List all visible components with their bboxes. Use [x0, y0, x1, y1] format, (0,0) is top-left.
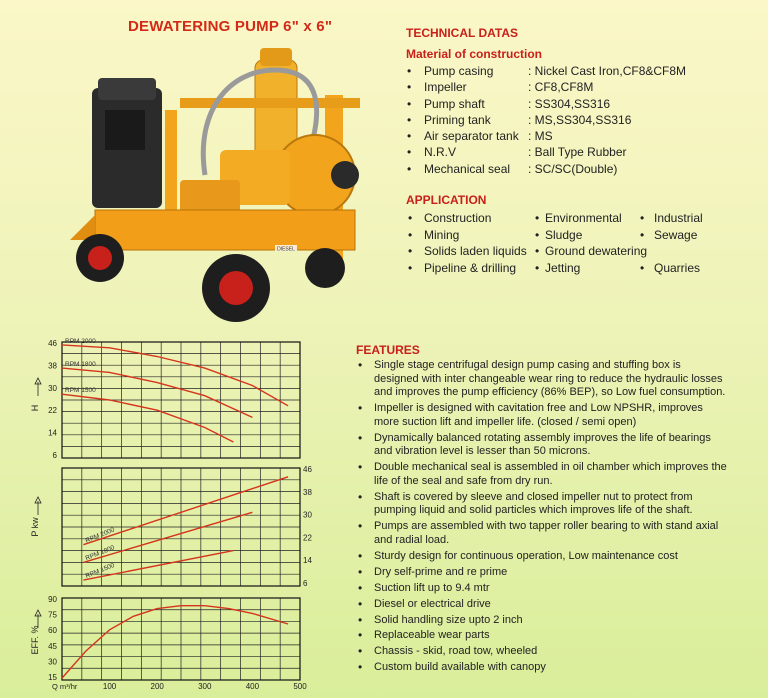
y-tick-label: 30: [48, 657, 57, 667]
application-item: Sewage: [654, 228, 698, 242]
top-rail: [180, 98, 360, 108]
features-list: [358, 359, 728, 677]
feature-item: • Impeller is designed with cavitation free and Low NPSHR, improves more suction lift and impeller life. (closed / semi open): [358, 402, 728, 429]
series-curve: [83, 512, 252, 562]
feature-item: • Dynamically balanced rotating assembly improves the life of bearings and vibration level is lesser than 50 microns.: [358, 432, 728, 459]
feature-item: • Replaceable wear parts: [358, 629, 728, 643]
x-axis-label: Q m³/hr: [52, 682, 78, 691]
series-label: RPM 2000: [65, 337, 96, 345]
technical-heading: TECHNICAL DATAS: [406, 26, 518, 40]
series-label: RPM 1500: [65, 387, 96, 395]
feature-item: • Custom build available with canopy: [358, 661, 728, 675]
x-tick-label: 100: [102, 682, 117, 691]
frame-upright: [165, 110, 177, 225]
x-tick-label: 200: [150, 682, 164, 691]
material-item: • Priming tank : MS,SS304,SS316: [404, 112, 519, 128]
x-tick-label: 300: [198, 682, 212, 691]
application-item: Ground dewatering: [545, 244, 648, 258]
pump-illustration: [70, 40, 370, 330]
y-tick-label: 22: [48, 406, 57, 416]
material-heading: Material of construction: [406, 47, 543, 61]
y-tick-label: 38: [48, 361, 57, 371]
y-axis-label: EFF. %: [30, 625, 40, 655]
y-tick-label: 30: [48, 383, 57, 393]
pump-outlet: [331, 161, 359, 189]
feature-item: • Single stage centrifugal design pump casing and stuffing box is designed with inter changeable wear ring to reduce the hydraulic losses and improves the pump efficiency (86% BEP), so Low fuel consumption.: [358, 359, 728, 400]
material-item: • Mechanical seal : SC/SC(Double): [404, 161, 519, 177]
y-tick-label: 75: [48, 610, 57, 620]
series-curve: [62, 606, 288, 678]
material-list: [404, 63, 687, 177]
y-tick-label: 90: [48, 595, 57, 604]
features-heading: FEATURES: [356, 343, 420, 357]
x-tick-label: 500: [293, 682, 307, 691]
feature-item: • Suction lift up to 9.4 mtr: [358, 582, 728, 596]
y-tick-label: 6: [52, 451, 57, 460]
y-tick-label: 22: [303, 533, 312, 543]
y-axis-label: H: [30, 404, 40, 412]
feature-item: • Solid handling size upto 2 inch: [358, 614, 728, 628]
application-item: Construction: [424, 211, 492, 225]
application-item: Jetting: [545, 261, 581, 275]
application-item: Environmental: [545, 211, 622, 225]
material-item: • N.R.V : Ball Type Rubber: [404, 144, 519, 160]
product-title: DEWATERING PUMP 6" x 6": [128, 18, 333, 35]
y-tick-label: 6: [303, 579, 308, 588]
y-tick-label: 14: [303, 556, 312, 566]
engine-top: [98, 78, 156, 100]
priming-tank-cap: [260, 48, 292, 66]
feature-item: • Pumps are assembled with two tapper roller bearing to with stand axial and radial load.: [358, 520, 728, 547]
application-item: Pipeline & drilling: [424, 261, 517, 275]
x-tick-label: 400: [245, 682, 260, 691]
series-label: RPM 1500: [84, 561, 116, 580]
y-tick-label: 15: [48, 673, 57, 682]
feature-item: • Dry self-prime and re prime: [358, 566, 728, 580]
y-tick-label: 46: [303, 465, 312, 474]
y-tick-label: 60: [48, 626, 57, 636]
application-item: Industrial: [654, 211, 703, 225]
feature-item: • Shaft is covered by sleeve and closed impeller nut to protect from pumping liquid and solid particles which improves life of the shaft.: [358, 491, 728, 518]
y-tick-label: 30: [303, 510, 312, 520]
application-item: Mining: [424, 228, 460, 242]
application-item: Solids laden liquids: [424, 244, 527, 258]
y-tick-label: 45: [48, 641, 57, 651]
chassis: [95, 210, 355, 250]
pump-badge: DIESEL: [277, 246, 295, 253]
y-tick-label: 14: [48, 428, 57, 438]
application-heading: APPLICATION: [406, 193, 487, 207]
feature-item: • Diesel or electrical drive: [358, 598, 728, 612]
series-label: RPM 1800: [84, 544, 116, 563]
application-item: Quarries: [654, 261, 701, 275]
material-item: • Impeller : CF8,CF8M: [404, 79, 519, 95]
y-axis-label: P kw: [30, 517, 40, 537]
material-item: • Air separator tank : MS: [404, 128, 519, 144]
application-item: Sludge: [545, 228, 583, 242]
material-item: • Pump casing : Nickel Cast Iron,CF8&CF8M: [404, 63, 519, 79]
series-curve: [83, 477, 288, 545]
series-label: RPM 1800: [65, 361, 96, 369]
feature-item: • Sturdy design for continuous operation, Low maintenance cost: [358, 550, 728, 564]
feature-item: • Double mechanical seal is assembled in oil chamber which improves the life of the seal and safe from dry run.: [358, 461, 728, 488]
y-tick-label: 38: [303, 487, 312, 497]
material-item: • Pump shaft : SS304,SS316: [404, 96, 519, 112]
series-label: RPM 2000: [84, 526, 116, 545]
right-wheel: [305, 248, 345, 288]
y-tick-label: 46: [48, 339, 57, 348]
feature-item: • Chassis - skid, road tow, wheeled: [358, 645, 728, 659]
performance-chart: [0, 330, 350, 698]
series-curve: [62, 345, 288, 406]
